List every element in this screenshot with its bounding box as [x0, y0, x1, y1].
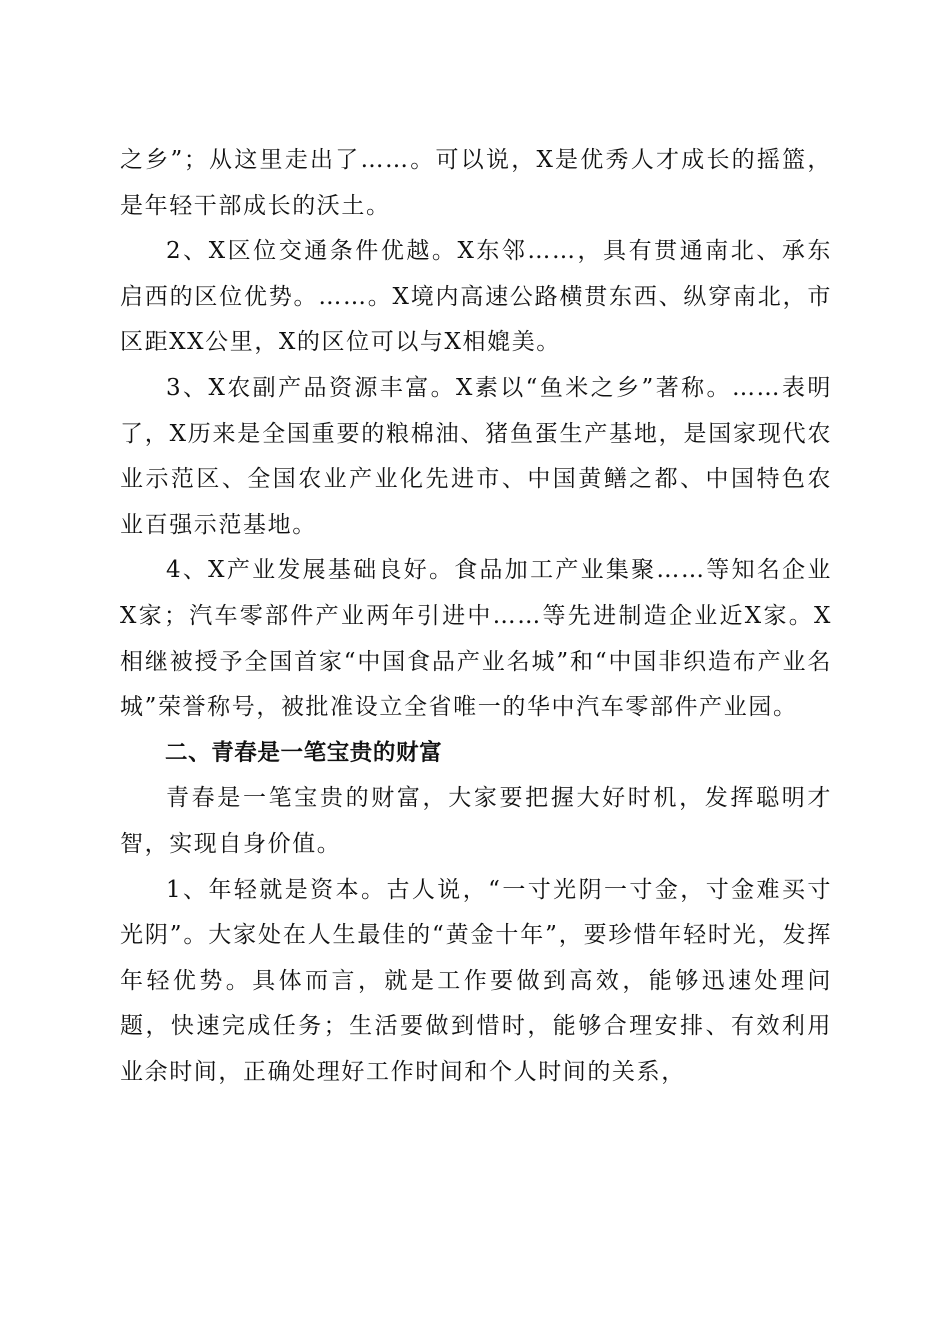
paragraph-continuation: 之乡”；从这里走出了……。可以说，X是优秀人才成长的摇篮，是年轻干部成长的沃土。 [120, 147, 832, 219]
paragraph-youth-capital: 1、年轻就是资本。古人说，“一寸光阴一寸金，寸金难买寸光阴”。大家处在人生最佳的“黄金十年”，要珍惜年轻时光，发挥年轻优势。具体而言，就是工作要做到高效，能够迅速处理问题，快速完成任务；生活要做到惜时，能够合理安排、有效利用业余时间，正确处理好工作时间和个人时间的关系， [120, 876, 832, 1085]
paragraph-transport: 2、X区位交通条件优越。X东邻……，具有贯通南北、承东启西的区位优势。……。X境内高速公路横贯东西、纵穿南北，市区距XX公里，X的区位可以与X相媲美。 [120, 238, 832, 356]
paragraph-agriculture: 3、X农副产品资源丰富。X素以“鱼米之乡”著称。……表明了，X历来是全国重要的粮棉油、猪鱼蛋生产基地，是国家现代农业示范区、全国农业产业化先进市、中国黄鳝之都、中国特色农业百强示范基地。 [120, 374, 832, 538]
paragraph-youth-intro: 青春是一笔宝贵的财富，大家要把握大好时机，发挥聪明才智，实现自身价值。 [120, 785, 832, 857]
section-heading: 二、青春是一笔宝贵的财富 [165, 739, 443, 766]
document-body [120, 138, 832, 1095]
paragraph-industry: 4、X产业发展基础良好。食品加工产业集聚……等知名企业X家；汽车零部件产业两年引进中……等先进制造企业近X家。X相继被授予全国首家“中国食品产业名城”和“中国非织造布产业名城”荣誉称号，被批准设立全省唯一的华中汽车零部件产业园。 [120, 557, 832, 721]
